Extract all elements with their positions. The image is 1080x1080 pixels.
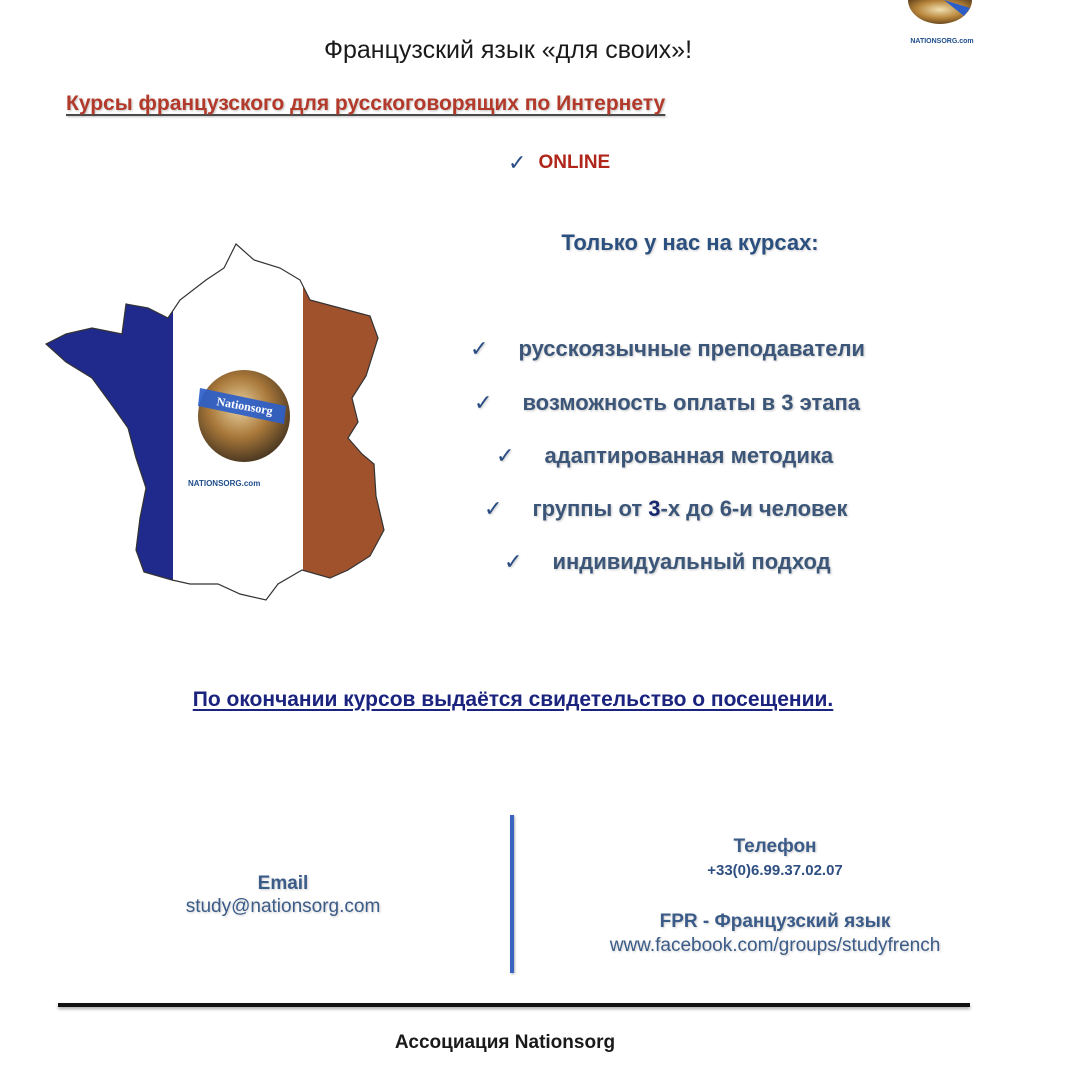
contacts-divider bbox=[510, 815, 514, 973]
facebook-group-label: FPR - Французский язык bbox=[659, 911, 891, 932]
features-heading: Только у нас на курсах: bbox=[561, 230, 819, 255]
online-badge bbox=[508, 150, 610, 176]
email-label: Email bbox=[257, 873, 309, 894]
feature-item bbox=[484, 496, 848, 522]
certificate-note: По окончании курсов выдаётся свидетельство о посещении. bbox=[192, 688, 834, 711]
feature-text: адаптированная методика bbox=[544, 443, 834, 468]
nationsorg-globe-logo bbox=[198, 370, 290, 462]
feature-text: русскоязычные преподаватели bbox=[518, 336, 865, 361]
check-icon: ✓ bbox=[508, 150, 527, 175]
facebook-group-link[interactable]: www.facebook.com/groups/studyfrench bbox=[609, 935, 941, 956]
check-icon: ✓ bbox=[470, 336, 489, 361]
email-link[interactable]: study@nationsorg.com bbox=[185, 896, 381, 917]
map-logo-caption: NATIONSORG.com bbox=[188, 479, 261, 488]
online-label: ONLINE bbox=[538, 152, 611, 173]
feature-text-part: группы от bbox=[532, 496, 649, 521]
feature-item bbox=[474, 390, 860, 416]
footer-text: Ассоциация Nationsorg bbox=[394, 1032, 616, 1053]
subtitle: Курсы французского для русскоговорящих по Интернету bbox=[66, 92, 666, 115]
phone-label: Телефон bbox=[733, 836, 817, 857]
feature-item bbox=[470, 336, 865, 362]
feature-text-part: -х до 6-и человек bbox=[660, 496, 848, 521]
feature-item bbox=[496, 443, 833, 469]
check-icon: ✓ bbox=[496, 443, 515, 468]
footer-divider bbox=[58, 1003, 970, 1007]
france-flag-map bbox=[40, 238, 410, 608]
globe-logo-text: Nationsorg bbox=[215, 394, 274, 418]
group-min-number: 3 bbox=[648, 496, 661, 521]
check-icon: ✓ bbox=[484, 496, 503, 521]
page-title: Французский язык «для своих»! bbox=[323, 36, 693, 64]
check-icon: ✓ bbox=[474, 390, 493, 415]
feature-text: индивидуальный подход bbox=[552, 549, 831, 574]
feature-item bbox=[504, 549, 831, 575]
top-logo-caption: NATIONSORG.com bbox=[910, 38, 974, 45]
flag-red-band bbox=[303, 238, 410, 608]
feature-text: возможность оплаты в 3 этапа bbox=[522, 390, 861, 415]
email-block bbox=[150, 873, 416, 918]
check-icon: ✓ bbox=[504, 549, 523, 574]
phone-block bbox=[560, 836, 990, 957]
feature-text bbox=[532, 496, 847, 522]
flag-blue-band bbox=[40, 238, 173, 608]
phone-number[interactable]: +33(0)6.99.37.02.07 bbox=[707, 862, 843, 879]
